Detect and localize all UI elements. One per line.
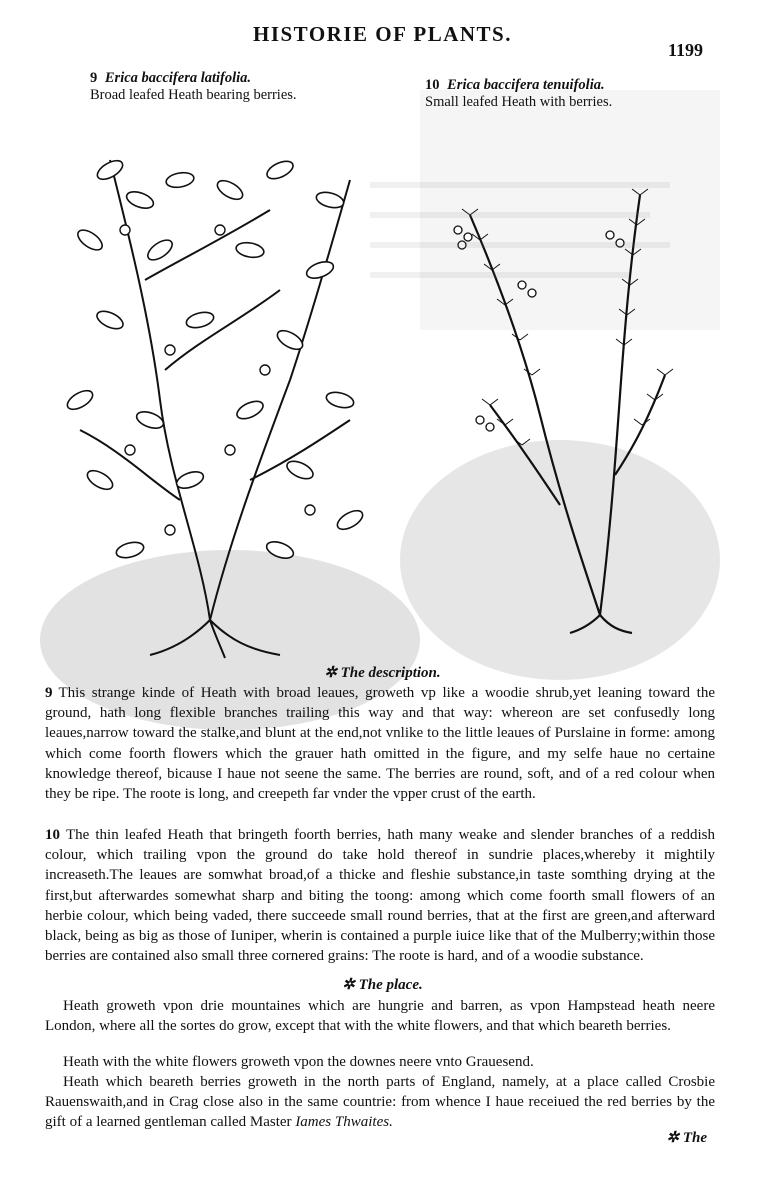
- figure-number: 9: [90, 70, 98, 86]
- show-through-text: [370, 175, 690, 339]
- page-number: 1199: [667, 40, 703, 60]
- place-heading: ✲ The place.: [342, 977, 423, 993]
- paragraph-text: The thin leafed Heath that bringeth foorth berries, hath many weake and slender branches of a reddish colour, which trailing vpon the ground do take hold thereof in sundrie places,whereby it mightily increaseth.The leaues are somwhat broad,of a thicke and fleshie substance,in taste somthing drying at the first,but afterwardes somewhat sharp and biting the toong: among which come foorth small flowers of an herbie colour, which being vaded, there succeede small round berries, that at the first are green,and afterward black, being as big as those of Iuniper, wherin is contained a purple iuice like that of the Mulberry;within those berries are contained also small three cornered grains: The roote is hard, and of a woodie substance.: [45, 827, 715, 965]
- place-paragraph-3: [45, 1072, 715, 1133]
- description-paragraph-9: [45, 683, 715, 804]
- latin-name: Erica baccifera tenuifolia.: [447, 77, 605, 93]
- place-paragraph-1: Heath groweth vpon drie mountaines which are hungrie and barren, as vpon Hampstead heath neere London, where all the sortes do grow, except that with the white flowers, and that which beareth berries.: [45, 998, 715, 1035]
- figure-caption-9: [90, 70, 297, 104]
- place-paragraph-2: Heath with the white flowers groweth vpon the downes neere vnto Grauesend.: [63, 1054, 534, 1070]
- english-name: Small leafed Heath with berries.: [425, 94, 613, 110]
- paragraph-text: This strange kinde of Heath with broad leaues, groweth vp like a woodie shrub,yet leaning toward the ground, hath long flexible branches trailing this way and that way: whereon are set confusedly long leaues,narrow toward the stalke,and blunt at the end,not vnlike to the little leaues of Purslaine in forme: among which come foorth flowers which the grauer hath omitted in the figure, and my selfe haue no certaine knowledge thereof, bicause I haue not seene the same. The berries are round, soft, and of a red colour when they be ripe. The roote is long, and creepeth far vnder the vpper crust of the earth.: [45, 685, 715, 803]
- figure-caption-10: [425, 77, 612, 111]
- paragraph-number: 10: [45, 827, 60, 843]
- description-heading: ✲ The description.: [324, 665, 441, 681]
- paragraph-number: 9: [45, 685, 53, 701]
- latin-name: Erica baccifera latifolia.: [104, 70, 252, 86]
- running-title: HISTORIE OF PLANTS.: [253, 22, 512, 46]
- english-name: Broad leafed Heath bearing berries.: [90, 87, 297, 103]
- description-paragraph-10: [45, 825, 715, 966]
- broad-leafed-heath-woodcut: [50, 120, 370, 660]
- figure-number: 10: [425, 77, 440, 93]
- catchword: ✲ The: [666, 1130, 707, 1146]
- paragraph-text: Heath which beareth berries groweth in the north parts of England, namely, at a place called Crosbie Rauenswaith,and in Crag close also in the same countrie: from whence I haue receiued the red berries by the gift of a learned gentleman called Master: [45, 1074, 715, 1131]
- person-name: Iames Thwaites.: [295, 1114, 393, 1131]
